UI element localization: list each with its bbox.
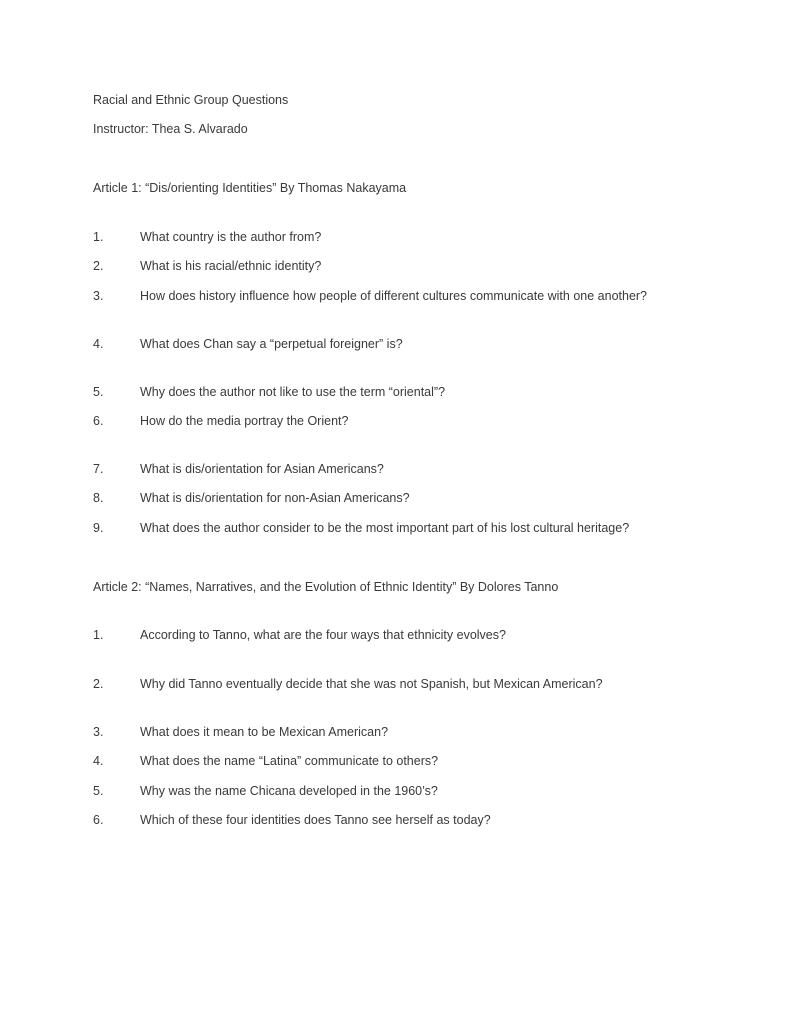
question-text: What country is the author from?	[140, 230, 322, 244]
question-number: 3.	[93, 725, 104, 739]
question-number: 5.	[93, 784, 104, 798]
question-text: How do the media portray the Orient?	[140, 414, 349, 428]
question-text: What is dis/orientation for non-Asian Americans?	[140, 491, 410, 505]
document-title: Racial and Ethnic Group Questions	[93, 93, 289, 107]
instructor-line: Instructor: Thea S. Alvarado	[93, 122, 248, 136]
question-text: Why was the name Chicana developed in the 1960’s?	[140, 784, 438, 798]
question-number: 4.	[93, 337, 104, 351]
question-number: 4.	[93, 754, 104, 768]
question-text: Which of these four identities does Tanno see herself as today?	[140, 813, 491, 827]
question-text: What is his racial/ethnic identity?	[140, 259, 322, 273]
question-text: How does history influence how people of different cultures communicate with one another?	[140, 289, 648, 303]
question-text: What does the author consider to be the most important part of his lost cultural heritage?	[140, 521, 630, 535]
question-number: 1.	[93, 230, 104, 244]
question-number: 9.	[93, 521, 104, 535]
question-number: 2.	[93, 677, 104, 691]
question-number: 7.	[93, 462, 104, 476]
article-1-heading: Article 1: “Dis/orienting Identities” By Thomas Nakayama	[93, 181, 407, 195]
question-text: What does it mean to be Mexican American?	[140, 725, 389, 739]
question-text: What does the name “Latina” communicate to others?	[140, 754, 439, 768]
question-text: What does Chan say a “perpetual foreigner” is?	[140, 337, 403, 351]
question-number: 8.	[93, 491, 104, 505]
article-2-heading: Article 2: “Names, Narratives, and the Evolution of Ethnic Identity” By Dolores Tanno	[93, 580, 559, 594]
question-number: 2.	[93, 259, 104, 273]
question-text: According to Tanno, what are the four ways that ethnicity evolves?	[140, 628, 506, 642]
question-number: 3.	[93, 289, 104, 303]
question-number: 6.	[93, 813, 104, 827]
question-number: 1.	[93, 628, 104, 642]
question-text: What is dis/orientation for Asian Americans?	[140, 462, 384, 476]
question-number: 6.	[93, 414, 104, 428]
question-number: 5.	[93, 385, 104, 399]
question-text: Why did Tanno eventually decide that she was not Spanish, but Mexican American?	[140, 677, 603, 691]
question-text: Why does the author not like to use the term “oriental”?	[140, 385, 446, 399]
